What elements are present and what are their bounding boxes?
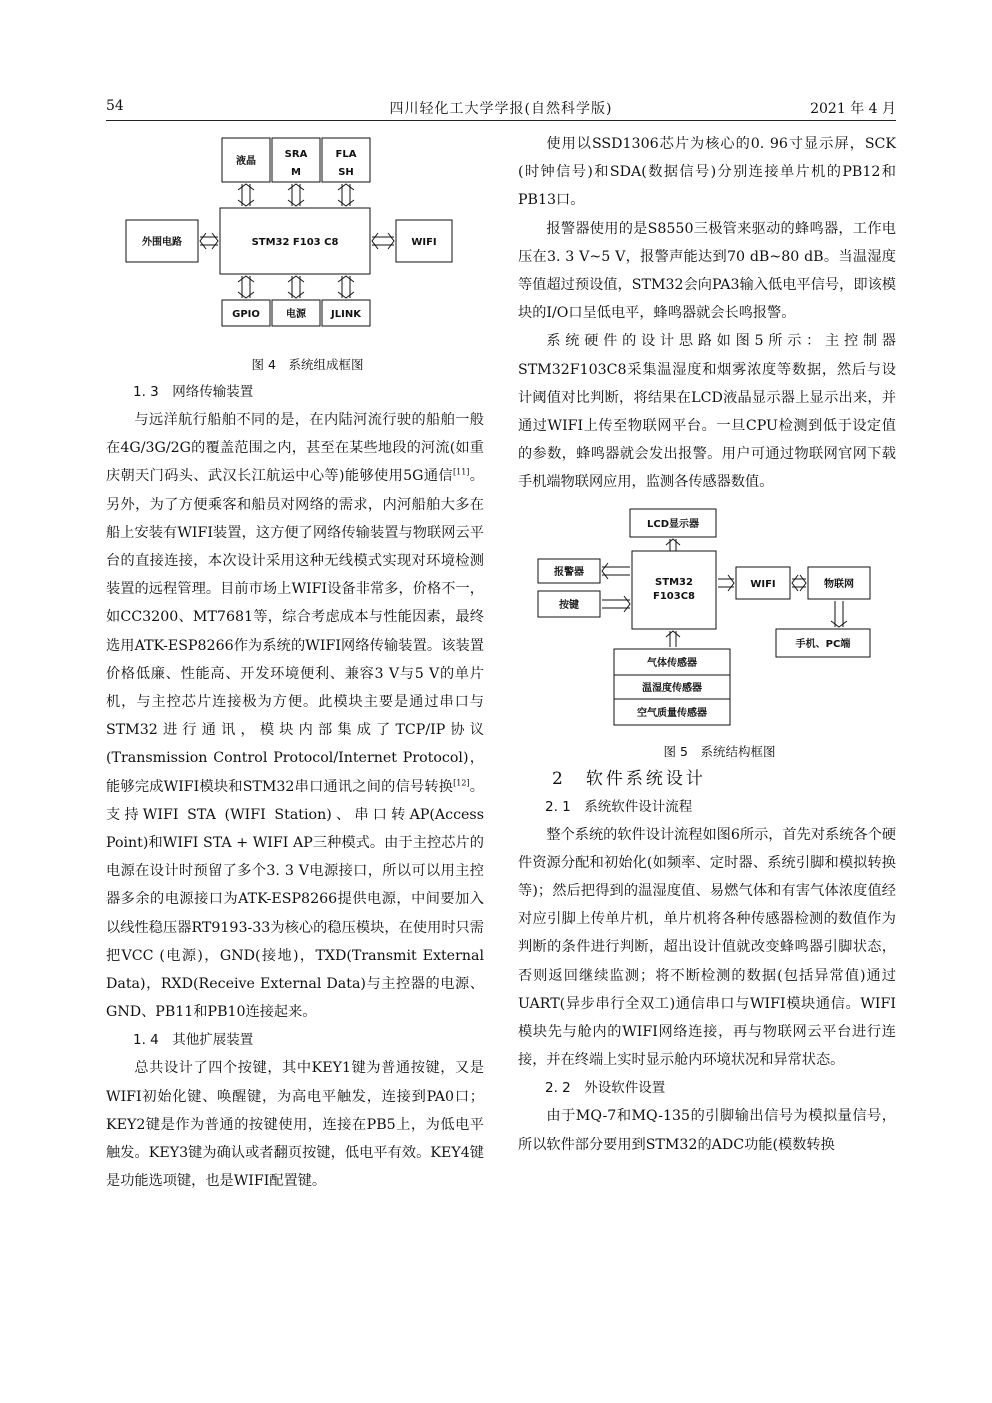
- fig4-lcd: 液晶: [236, 156, 256, 167]
- issue-date: 2021 年 4 月: [810, 101, 896, 117]
- figure-4-caption: 图 4 系统组成框图: [251, 357, 364, 372]
- figure-4-diagram: [106, 128, 484, 352]
- para-text: 。支持WIFI STA (WIFI Station)、串口转AP(Access Point)和WIFI STA + WIFI AP三种模式。由于主控芯片的电源在设计时预留了多个3. 3 V电源接口，所以可以用主控器多余的电源接口为ATK-ESP8266提供电源，中间要加入以线性稳压器RT9193-33为核心的稳压模块，在使用时只需把VCC (电源)，GND(接地)，TXD(Transmit External Data)，RXD(Receive External Data)与主控器的电源、GND、PB11和PB10连接起来。: [106, 778, 484, 1021]
- journal-title: 四川轻化工大学学报(自然科学版): [389, 101, 613, 117]
- citation: [11]: [453, 467, 470, 477]
- para-text: 。另外，为了方便乘客和船员对网络的需求，内河船舶大多在船上安装有WIFI装置，这方便了网络传输装置与物联网云平台的直接连接，本次设计采用这种无线模式实现对环境检测装置的远程管理。目前市场上WIFI设备非常多，价格不一，如CC3200、MT7681等，综合考虑成本与性能因素，最终选用ATK-ESP8266作为系统的WIFI网络传输装置。该装置价格低廉、性能高、开发环境便利、兼容3 V与5 V的单片机，与主控芯片连接极为方便。此模块主要是通过串口与STM32进行通讯，模块内部集成了TCP/IP协议(Transmission Control Protocol/Internet Protocol)，能够完成WIFI模块和STM32串口通讯之间的信号转换: [106, 468, 484, 795]
- fig4-sram-1: SRA: [284, 149, 308, 160]
- para-text: 与远洋航行船舶不同的是，在内陆河流行驶的船舶一般在4G/3G/2G的覆盖范围之内，甚至在某些地段的河流(如重庆朝天门码头、武汉长江航运中心等)能够使用5G通信: [106, 412, 484, 485]
- section-2-heading: 2 软件系统设计: [552, 768, 706, 789]
- section-1-3-paragraph: [106, 406, 484, 1026]
- left-column: [106, 128, 484, 1195]
- right-column: [518, 130, 896, 1159]
- section-2-2-heading: 2. 2 外设软件设置: [545, 1080, 666, 1097]
- page-number: 54: [106, 98, 124, 114]
- fig5-key: 按键: [559, 599, 579, 611]
- running-header: [106, 98, 896, 121]
- fig5-mcu-2: F103C8: [652, 590, 696, 602]
- fig4-flash-1: FLA: [335, 149, 357, 160]
- fig4-wifi: WIFI: [411, 237, 437, 248]
- fig4-sram-2: M: [291, 167, 301, 178]
- fig5-alarm: 报警器: [554, 566, 584, 578]
- citation: [12]: [453, 777, 470, 787]
- fig4-flash-2: SH: [338, 167, 354, 178]
- section-2-1-paragraph: 整个系统的软件设计流程如图6所示，首先对系统各个硬件资源分配和初始化(如频率、定时器、系统引脚和模拟转换等)；然后把得到的温湿度值、易燃气体和有害气体浓度值经对应引脚上传单片机，单片机将各种传感器检测的数值作为判断的条件进行判断，超出设计值就改变蜂鸣器引脚状态，否则返回继续监测；将不断检测的数据(包括异常值)通过UART(异步串行全双工)通信串口与WIFI模块通信。WIFI模块先与舱内的WIFI网络连接，再与物联网云平台进行连接，并在终端上实时显示舱内环境状况和异常状态。: [518, 826, 896, 1069]
- fig4-gpio: GPIO: [232, 309, 260, 320]
- figure-5-caption: 图 5 系统结构框图: [663, 743, 776, 759]
- hardware-paragraph: 系统硬件的设计思路如图5所示：主控制器STM32F103C8采集温湿度和烟雾浓度等数据，然后与设计阈值对比判断，将结果在LCD液晶显示器上显示出来，并通过WIFI上传至物联网平台。一旦CPU检测到低于设定值的参数，蜂鸣器就会发出报警。用户可通过物联网官网下载手机端物联网应用，监测各传感器数值。: [518, 333, 896, 491]
- fig5-iot: 物联网: [824, 578, 854, 590]
- fig4-power: 电源: [286, 309, 306, 320]
- section-1-3-heading: 1. 3 网络传输装置: [133, 384, 254, 400]
- fig5-wifi: WIFI: [750, 578, 776, 590]
- section-1-4-paragraph: 总共设计了四个按键，其中KEY1键为普通按键，又是WIFI初始化键、唤醒键，为高电平触发，连接到PA0口；KEY2键是作为普通的按键使用，连接在PB5上，为低电平触发。KEY3键为确认或者翻页按键，低电平有效。KEY4键是功能选项键，也是WIFI配置键。: [106, 1060, 484, 1190]
- fig5-humidity: 温湿度传感器: [642, 682, 702, 694]
- fig5-mcu-1: STM32: [655, 576, 693, 588]
- fig4-external: 外围电路: [142, 237, 182, 248]
- figure-4: [106, 128, 484, 352]
- section-2-2-paragraph: 由于MQ-7和MQ-135的引脚输出信号为模拟量信号，所以软件部分要用到STM32的ADC功能(模数转换: [518, 1108, 896, 1153]
- alarm-paragraph: 报警器使用的是S8550三极管来驱动的蜂鸣器，工作电压在3. 3 V~5 V，报警声能达到70 dB~80 dB。当温湿度等值超过预设值，STM32会向PA3输入低电平信号，即该模块的I/O口呈低电平，蜂鸣器就会长鸣报警。: [518, 220, 896, 322]
- display-paragraph: 使用以SSD1306芯片为核心的0. 96寸显示屏，SCK (时钟信号)和SDA(数据信号)分别连接单片机的PB12和PB13口。: [518, 136, 896, 209]
- fig5-lcd: LCD显示器: [646, 518, 700, 530]
- fig4-mcu: STM32 F103 C8: [251, 237, 339, 248]
- fig5-gas: 气体传感器: [647, 657, 697, 669]
- fig4-jlink: JLINK: [331, 309, 361, 320]
- figure-5: [518, 505, 896, 739]
- fig5-phone-pc: 手机、PC端: [795, 638, 851, 650]
- section-1-4-heading: 1. 4 其他扩展装置: [133, 1032, 254, 1049]
- figure-5-diagram: [518, 505, 896, 739]
- section-2-1-heading: 2. 1 系统软件设计流程: [545, 798, 693, 815]
- fig5-air: 空气质量传感器: [637, 707, 707, 719]
